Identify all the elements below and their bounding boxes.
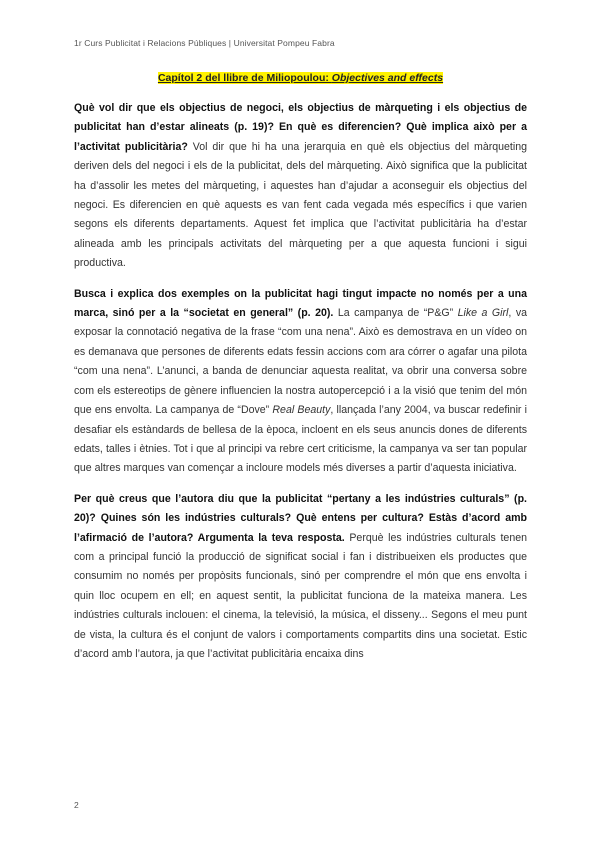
chapter-title-main: Capítol 2 del llibre de Miliopoulou: (157, 72, 332, 84)
question-2: Busca i explica dos exemples on la publicitat hagi tingut impacte no només per a una marca, sinó per a la “societat en general” (p. 20). (74, 287, 527, 320)
answer-2-part-3: , llançada l’any 2004, va buscar redefinir i desafiar els estàndards de bellesa de la època, incloent en els seus anuncis dones de diferents edats, talles i ètnies. Tot i que al principi va rebre cert criticisme, la campanya va ser tan popular que altres marques van començar a incloure models més diverses a partir d’aquesta iniciativa. (74, 404, 528, 475)
chapter-title (74, 70, 527, 86)
question-1: Què vol dir que els objectius de negoci, els objectius de màrqueting i els objectius de publicitat han d’estar alineats (p. 19)? En què es diferencien? Què implica això per a l’activitat publicitària? (74, 102, 527, 153)
section-2 (74, 285, 527, 479)
chapter-title-highlight (158, 72, 443, 84)
running-header: 1r Curs Publicitat i Relacions Públiques | Universitat Pompeu Fabra (74, 38, 335, 48)
section-3 (74, 490, 527, 665)
answer-2-italic-real-beauty: Real Beauty (272, 404, 331, 417)
document-body (74, 70, 527, 675)
answer-1: Vol dir que hi ha una jerarquia en què els objectius del màrqueting deriven dels del negoci i els de la publicitat, dels del màrqueting. Això significa que la publicitat ha d’assolir les metes del màrqueting, i aquestes han d’ajudar a aconseguir els objectius del negoci. Es diferencien en què aquests es van fent cada vegada més específics i que varien segons els diferents departaments. Aquest fet implica que l’activitat publicitària ha d’estar alineada amb les principals activitats del màrqueting per a que aquesta funcioni i sigui productiva. (74, 140, 527, 270)
question-3: Per què creus que l’autora diu que la publicitat “pertany a les indústries culturals” (p. 20)? Quines són les indústries culturals? Què entens per cultura? Estàs d’acord amb l’afirmació de l’autora? Argumenta la teva resposta. (74, 492, 527, 544)
answer-2-part-1: La campanya de “P&G” (333, 307, 458, 320)
answer-2-part-2: , va exposar la connotació negativa de la frase “com una nena”. Això es demostrava en un vídeo on es demanava que persones de diferents edats fessin accions com ara córrer o agafar una pilota “com una nena”. L’anunci, a banda de denunciar aquesta realitat, va obrir una conversa sobre com els estereotips de gènere influencien la nostra autopercepció i a la visió que tenim del món que ens envolta. La campanya de “Dove” (74, 307, 528, 417)
answer-3: Perquè les indústries culturals tenen com a principal funció la producció de significat social i fan i distribueixen els productes que consumim no només per propòsits funcionals, sinó per comprendre el món que ens envolta i quin lloc ocupem en ell; en aquest sentit, la publicitat funciona de la mateixa manera. Les indústries culturals inclouen: el cinema, la televisió, la música, el disseny... Segons el meu punt de vista, la cultura és el conjunt de valors i comportaments compartits dins una societat. Estic d’acord amb l’autora, ja que l’activitat publicitària encaixa dins (74, 531, 527, 660)
answer-2-italic-like-a-girl: Like a Girl (457, 307, 509, 320)
chapter-title-italic: Objectives and effects (331, 72, 444, 84)
page-number: 2 (74, 800, 79, 810)
section-1 (74, 99, 527, 274)
